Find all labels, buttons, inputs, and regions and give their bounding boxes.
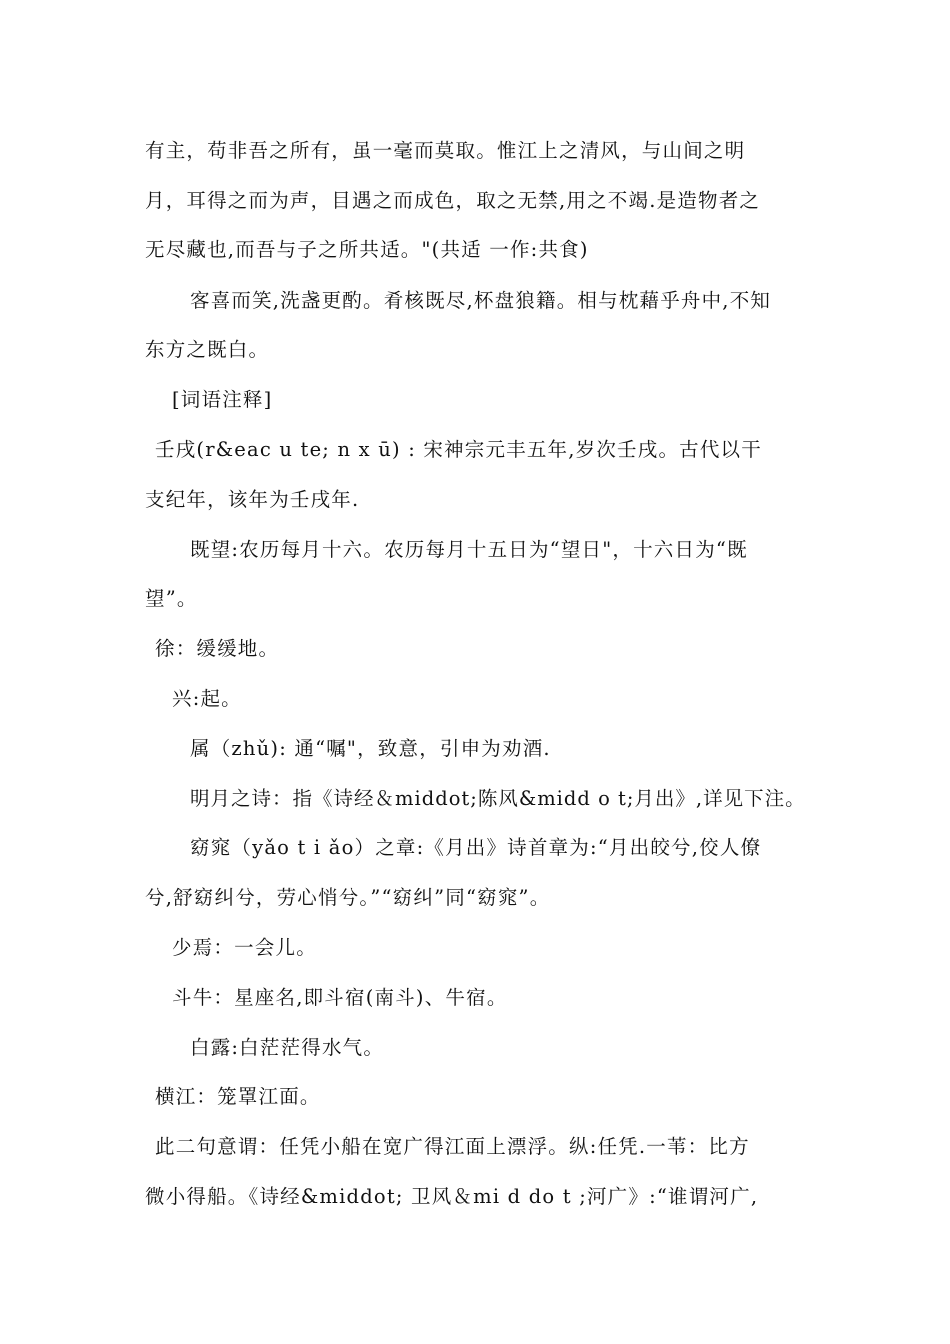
text-line: 横江：笼罩江面。 <box>155 1085 321 1108</box>
text-line: 东方之既白。 <box>145 338 270 361</box>
text-line: 兮,舒窈纠兮，劳心悄兮。”“窈纠”同“窈窕”。 <box>145 886 551 909</box>
text-line: 壬戌(r&eac u te; n x ū) : 宋神宗元丰五年,岁次壬戌。古代以干 <box>155 438 762 461</box>
text-line: 明月之诗：指《诗经＆middot;陈风&midd o t;月出》,详见下注。 <box>190 787 806 810</box>
section-heading: [词语注释] <box>172 388 273 411</box>
text-line: 兴:起。 <box>172 687 242 710</box>
text-line: 徐：缓缓地。 <box>155 637 280 660</box>
text-line: 有主，苟非吾之所有，虽一毫而莫取。惟江上之清风，与山间之明 <box>145 139 746 162</box>
text-line: 微小得船。《诗经&middot; 卫风＆mi d do t ;河广》:“谁谓河广, <box>145 1185 759 1208</box>
text-line: 无尽藏也,而吾与子之所共适。"(共适 一作:共食) <box>145 238 589 261</box>
text-line: 望”。 <box>145 587 198 610</box>
text-line: 白露:白茫茫得水气。 <box>190 1036 385 1059</box>
text-line: 属（zhǔ): 通“嘱"，致意，引申为劝酒. <box>190 737 551 760</box>
text-line: 此二句意谓：任凭小船在宽广得江面上漂浮。纵:任凭.一苇：比方 <box>155 1135 750 1158</box>
text-line: 窈窕（yǎo t i ǎo）之章:《月出》诗首章为:“月出皎兮,佼人僚 <box>190 836 762 859</box>
text-line: 既望:农历每月十六。农历每月十五日为“望日"，十六日为“既 <box>190 538 748 561</box>
text-line: 斗牛：星座名,即斗宿(南斗)、牛宿。 <box>172 986 508 1009</box>
text-line: 支纪年，该年为壬戌年. <box>145 488 360 511</box>
text-line: 月，耳得之而为声，目遇之而成色，取之无禁,用之不竭.是造物者之 <box>145 189 761 212</box>
text-line: 客喜而笑,洗盏更酌。肴核既尽,杯盘狼籍。相与枕藉乎舟中,不知 <box>190 289 772 312</box>
text-line: 少焉：一会儿。 <box>172 936 317 959</box>
